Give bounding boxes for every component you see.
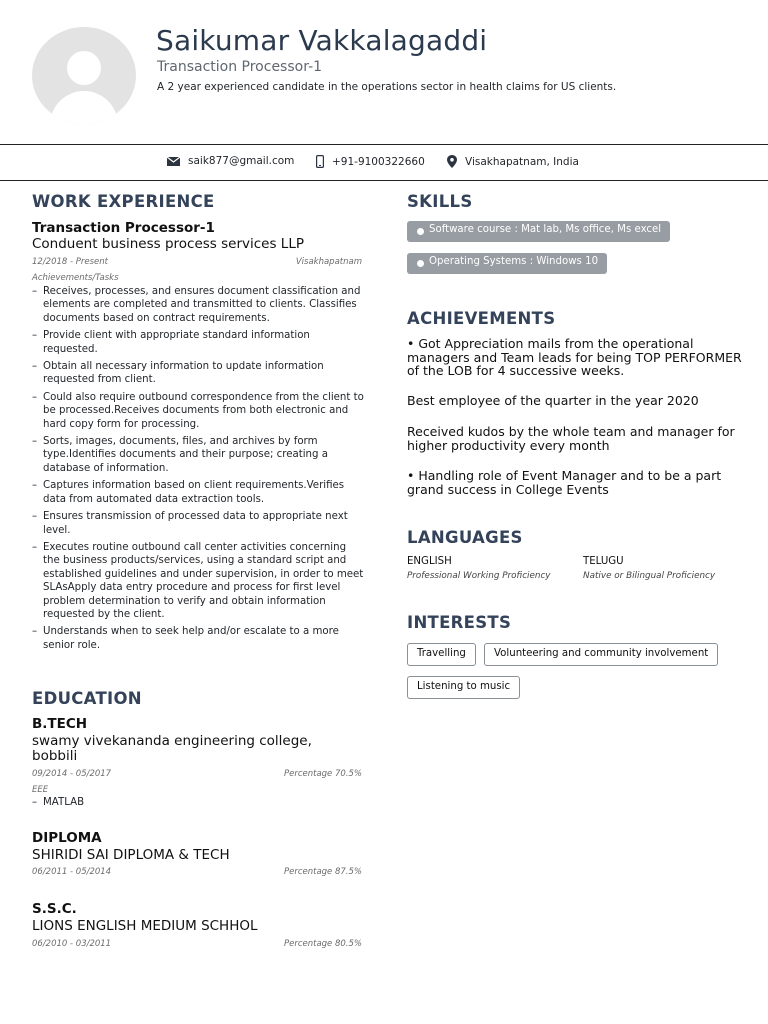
language-level: Native or Bilingual Proficiency (583, 571, 716, 581)
avatar (32, 27, 136, 124)
location-text: Visakhapatnam, India (465, 155, 579, 168)
interest-tag: Volunteering and community involvement (484, 643, 718, 666)
achievement-item: • Got Appreciation mails from the operational managers and Team leads for being TOP PERFORMER of the LOB for 4 successive weeks. (407, 336, 742, 378)
edu-branch-row (32, 785, 362, 795)
achievements-heading: ACHIEVEMENTS (407, 309, 556, 328)
user-silhouette-icon (67, 51, 101, 85)
language-level: Professional Working Proficiency (407, 571, 551, 581)
summary-text: A 2 year experienced candidate in the operations sector in health claims for US clients. (157, 81, 617, 93)
edu-score: Percentage 80.5% (283, 939, 362, 949)
achievement-item: • Handling role of Event Manager and to be a part grand success in College Events (407, 468, 722, 497)
skill-label: Software course : Mat lab, Ms office, Ms excel (429, 224, 662, 235)
list-item: – Could also require outbound correspondence from the client to be processed.Receives documents from both electronic and hard copy form for processing. (32, 391, 364, 431)
list-item: – Obtain all necessary information to update information requested from client. (32, 360, 364, 387)
contact-phone[interactable] (316, 155, 425, 168)
edu-meta (32, 939, 362, 949)
interest-tag: Listening to music (407, 676, 520, 699)
job-title: Transaction Processor-1 (32, 220, 215, 236)
edu-dates: 09/2014 - 05/2017 (32, 769, 112, 779)
contact-location (447, 155, 579, 168)
tasks-label: Achievements/Tasks (32, 273, 119, 283)
phone-text: +91-9100322660 (332, 155, 425, 168)
languages-heading: LANGUAGES (407, 528, 523, 547)
edu-school: swamy vivekananda engineering college, bobbili (32, 733, 312, 764)
candidate-name: Saikumar Vakkalagaddi (156, 24, 488, 57)
list-item: – Executes routine outbound call center activities concerning the business products/services, using a standard script and established guidelines and under supervision, in order to meet SLAsApply data entry procedure and process for first level problem determination to verify and obtain information requested by the client. (32, 541, 364, 621)
interest-tag: Travelling (407, 643, 476, 666)
edu-meta (32, 769, 362, 779)
skill-pill (407, 253, 607, 274)
candidate-title: Transaction Processor-1 (157, 59, 323, 75)
achievement-item: Received kudos by the whole team and manager for higher productivity every month (407, 424, 735, 453)
interests-heading: INTERESTS (407, 613, 512, 632)
edu-score: Percentage 70.5% (283, 769, 362, 779)
phone-icon (316, 155, 324, 168)
skill-pill (407, 221, 670, 242)
edu-degree: DIPLOMA (32, 830, 102, 846)
list-item: – Sorts, images, documents, files, and archives by form type.Identifies documents and their purpose; creating a database of information. (32, 435, 364, 475)
email-text: saik877@gmail.com (188, 155, 295, 167)
edu-degree: S.S.C. (32, 901, 77, 917)
envelope-icon (167, 157, 180, 166)
contact-bar (0, 144, 768, 181)
skill-label: Operating Systems : Windows 10 (429, 256, 599, 267)
company-name: Conduent business process services LLP (32, 236, 304, 252)
skills-heading: SKILLS (407, 192, 473, 211)
tasks-label-row (32, 273, 362, 283)
edu-meta (32, 867, 362, 877)
edu-bullet: – MATLAB (32, 797, 84, 808)
language-name: ENGLISH (407, 556, 452, 567)
task-list (32, 285, 364, 656)
edu-dates: 06/2010 - 03/2011 (32, 939, 112, 949)
edu-score: Percentage 87.5% (283, 867, 362, 877)
list-item: – Captures information based on client requirements.Verifies data from automated data extraction tools. (32, 479, 364, 506)
language-name: TELUGU (583, 556, 624, 567)
list-item: – Ensures transmission of processed data to appropriate next level. (32, 510, 364, 537)
contact-email[interactable] (167, 155, 294, 167)
edu-degree: B.TECH (32, 716, 88, 732)
job-meta (32, 257, 362, 267)
list-item: – Provide client with appropriate standard information requested. (32, 329, 364, 356)
achievement-item: Best employee of the quarter in the year 2020 (407, 393, 699, 408)
list-item: – Receives, processes, and ensures document classification and elements are completed and transmitted to clients. Classifies documents based on contract requirements. (32, 285, 364, 325)
job-dates: 12/2018 - Present (32, 257, 109, 267)
edu-branch: EEE (32, 785, 49, 795)
edu-school: SHIRIDI SAI DIPLOMA & TECH (32, 847, 230, 863)
job-city: Visakhapatnam (295, 257, 362, 267)
list-item: – Understands when to seek help and/or escalate to a more senior role. (32, 625, 364, 652)
education-heading: EDUCATION (32, 689, 142, 708)
edu-school: LIONS ENGLISH MEDIUM SCHHOL (32, 918, 258, 934)
edu-dates: 06/2011 - 05/2014 (32, 867, 112, 877)
work-experience-heading: WORK EXPERIENCE (32, 192, 215, 211)
map-pin-icon (447, 155, 457, 168)
